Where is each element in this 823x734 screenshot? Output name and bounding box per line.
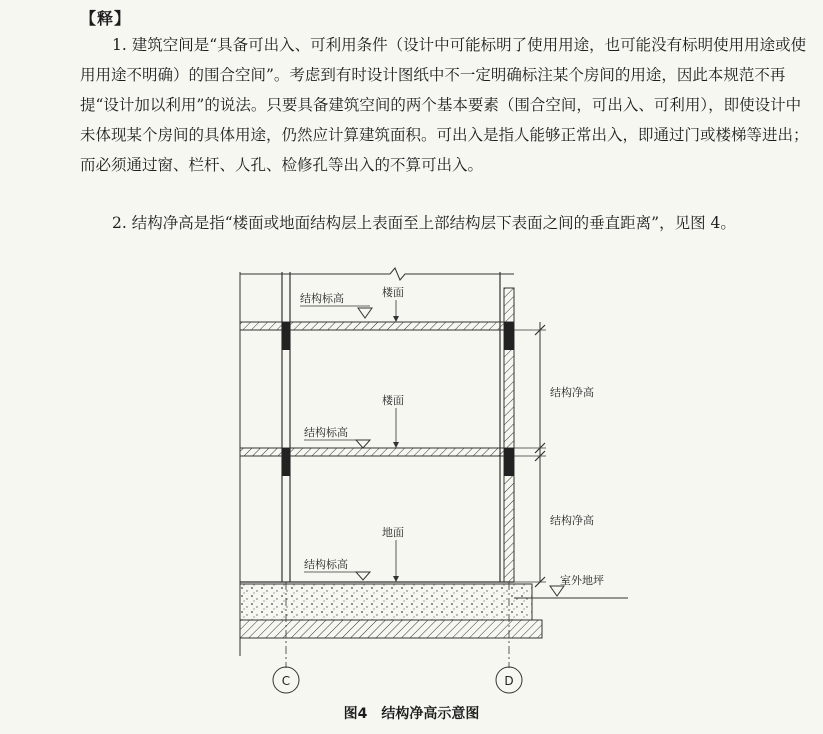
struct-elevation-marker-top: [358, 308, 372, 318]
column-d-middle-joint: [504, 448, 514, 476]
paragraph-2-text: 2. 结构净高是指“楼面或地面结构层上表面至上部结构层下表面之间的垂直距离”，见图 4。: [112, 214, 736, 232]
ground-label: 地面: [382, 526, 404, 539]
axis-d-label: D: [504, 674, 514, 688]
ground-gravel-layer: [240, 584, 532, 620]
axis-c-label: C: [281, 674, 291, 688]
floor-label-mid: 楼面: [382, 394, 404, 407]
top-break-line: [240, 268, 514, 280]
struct-elevation-label-bottom: 结构标高: [304, 558, 348, 571]
structural-net-height-diagram: [230, 266, 630, 698]
net-height-label-upper: 结构净高: [550, 386, 594, 399]
struct-elevation-marker-mid: [356, 440, 370, 448]
struct-elevation-marker-bottom: [356, 572, 370, 580]
figure-caption: [0, 703, 823, 723]
middle-floor-slab: [240, 448, 514, 456]
column-d-upper-joint: [504, 322, 514, 350]
figure-number: 图4: [343, 706, 368, 722]
struct-elevation-label-top: 结构标高: [300, 292, 344, 305]
column-c-upper-joint: [282, 322, 290, 350]
upper-floor-slab: [240, 322, 514, 330]
floor-label-top: 楼面: [382, 286, 404, 299]
floor-arrowhead-top: [393, 316, 399, 322]
ground-arrowhead: [393, 576, 399, 582]
net-height-label-lower: 结构净高: [550, 514, 594, 527]
column-c-middle-joint: [282, 448, 290, 476]
foundation-layer: [240, 620, 542, 638]
outdoor-ground-label: 室外地坪: [560, 574, 604, 587]
paragraph-2: [80, 208, 810, 238]
section-heading: 【释】: [80, 9, 132, 28]
outdoor-elevation-marker: [550, 586, 564, 596]
figure-title: 结构净高示意图: [381, 706, 480, 722]
struct-elevation-label-mid: 结构标高: [304, 426, 348, 439]
paragraph-1-text: 1. 建筑空间是“具备可出入、可利用条件（设计中可能标明了使用用途，也可能没有标明使用用途或使用用途不明确）的围合空间”。考虑到有时设计图纸中不一定明确标注某个房间的用途，因此本规范不再提“设计加以利用”的说法。只要具备建筑空间的两个基本要素（围合空间，可出入、可利用），即使设计中未体现某个房间的具体用途，仍然应计算建筑面积。可出入是指人能够正常出入，即通过门或楼梯等进出；而必须通过窗、栏杆、人孔、检修孔等出入的不算可出入。: [80, 36, 809, 174]
floor-arrowhead-mid: [393, 442, 399, 448]
paragraph-1: [80, 30, 810, 180]
